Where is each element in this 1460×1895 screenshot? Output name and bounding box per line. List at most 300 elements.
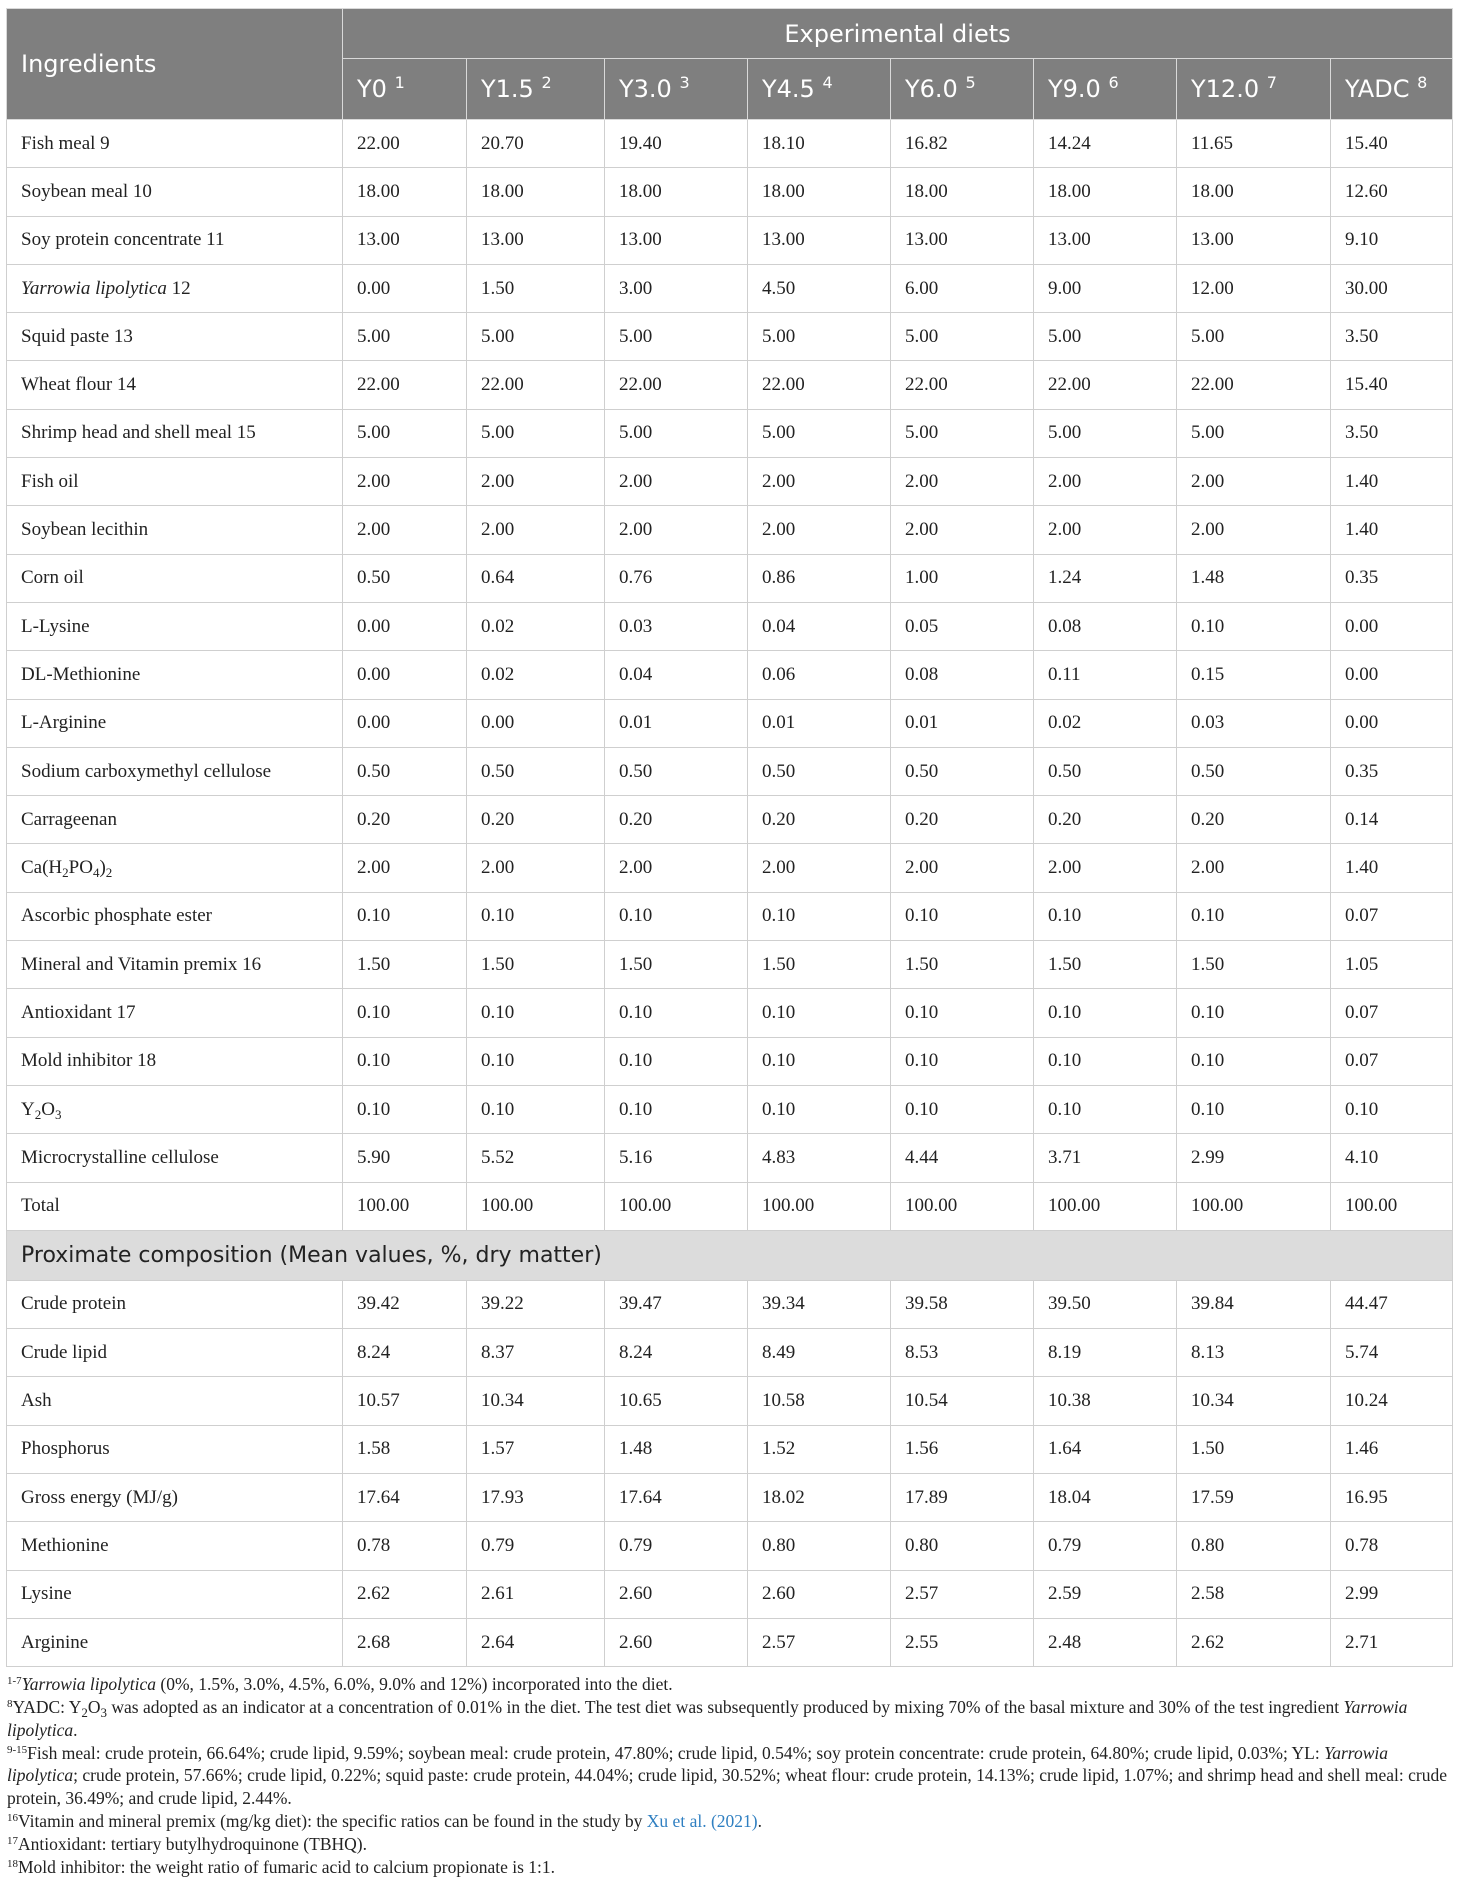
- row-label: Wheat flour 14: [7, 361, 343, 409]
- cell-value: 2.00: [343, 506, 467, 554]
- row-label: Fish oil: [7, 458, 343, 506]
- cell-value: 0.80: [891, 1522, 1034, 1570]
- cell-value: 0.07: [1331, 892, 1453, 940]
- cell-value: 2.00: [891, 506, 1034, 554]
- cell-value: 4.44: [891, 1134, 1034, 1182]
- cell-value: 0.10: [1034, 1037, 1177, 1085]
- cell-value: 0.10: [1034, 989, 1177, 1037]
- cell-value: 2.00: [467, 844, 605, 892]
- cell-value: 0.50: [748, 747, 891, 795]
- table-row: [7, 264, 1453, 312]
- cell-value: 2.57: [748, 1618, 891, 1666]
- table-row: [7, 1522, 1453, 1570]
- footnote-17: $^{17}$Antioxidant: tertiary butylhydroquinone (TBHQ).: [7, 1833, 367, 1854]
- row-label: Soybean meal 10: [7, 168, 343, 216]
- row-label: Yarrowia lipolytica 12: [7, 264, 343, 312]
- cell-value: 13.00: [1177, 216, 1331, 264]
- cell-value: 0.10: [891, 892, 1034, 940]
- table-row: [7, 168, 1453, 216]
- cell-value: 2.00: [467, 458, 605, 506]
- cell-value: 0.03: [605, 602, 748, 650]
- cell-value: 0.05: [891, 602, 1034, 650]
- cell-value: 8.37: [467, 1329, 605, 1377]
- proximate-section-title: Proximate composition (Mean values, %, dry matter): [7, 1230, 1453, 1280]
- cell-value: 18.04: [1034, 1474, 1177, 1522]
- cell-value: 2.71: [1331, 1618, 1453, 1666]
- table-row: [7, 1085, 1453, 1133]
- cell-value: 22.00: [343, 361, 467, 409]
- cell-value: 2.00: [1034, 458, 1177, 506]
- cell-value: 2.00: [748, 506, 891, 554]
- footnotes: [6, 1673, 1452, 1878]
- cell-value: 0.20: [343, 796, 467, 844]
- cell-value: 5.74: [1331, 1329, 1453, 1377]
- row-label: Mold inhibitor 18: [7, 1037, 343, 1085]
- cell-value: 39.58: [891, 1280, 1034, 1328]
- table-row: [7, 651, 1453, 699]
- cell-value: 0.01: [748, 699, 891, 747]
- table-header: [7, 9, 1453, 120]
- cell-value: 2.99: [1331, 1570, 1453, 1618]
- cell-value: 0.00: [1331, 602, 1453, 650]
- cell-value: 1.58: [343, 1425, 467, 1473]
- cell-value: 5.00: [1177, 313, 1331, 361]
- cell-value: 2.58: [1177, 1570, 1331, 1618]
- cell-value: 1.40: [1331, 506, 1453, 554]
- cell-value: 1.56: [891, 1425, 1034, 1473]
- table-row: [7, 1377, 1453, 1425]
- cell-value: 13.00: [605, 216, 748, 264]
- cell-value: 0.20: [891, 796, 1034, 844]
- diet-composition-table: [6, 8, 1453, 1667]
- cell-value: 18.00: [891, 168, 1034, 216]
- cell-value: 8.24: [343, 1329, 467, 1377]
- cell-value: 0.10: [343, 1037, 467, 1085]
- cell-value: 4.10: [1331, 1134, 1453, 1182]
- cell-value: 13.00: [748, 216, 891, 264]
- cell-value: 0.10: [605, 1037, 748, 1085]
- table-row: [7, 747, 1453, 795]
- cell-value: 1.00: [891, 554, 1034, 602]
- cell-value: 44.47: [1331, 1280, 1453, 1328]
- row-label: Squid paste 13: [7, 313, 343, 361]
- cell-value: 5.00: [1177, 409, 1331, 457]
- cell-value: 0.00: [343, 602, 467, 650]
- cell-value: 1.05: [1331, 941, 1453, 989]
- cell-value: 2.00: [748, 844, 891, 892]
- cell-value: 0.10: [748, 892, 891, 940]
- cell-value: 10.58: [748, 1377, 891, 1425]
- row-label: Antioxidant 17: [7, 989, 343, 1037]
- cell-value: 2.00: [605, 506, 748, 554]
- cell-value: 0.64: [467, 554, 605, 602]
- diet-header-5: Y9.0 $^6$: [1034, 59, 1177, 120]
- cell-value: 39.34: [748, 1280, 891, 1328]
- table-row: [7, 216, 1453, 264]
- row-label: $Ca(H_2PO_4)_2$: [7, 844, 343, 892]
- table-row: [7, 1182, 1453, 1230]
- diet-header-0: Y0 $^1$: [343, 59, 467, 120]
- cell-value: 0.20: [748, 796, 891, 844]
- table-row: [7, 1618, 1453, 1666]
- cell-value: 0.20: [1034, 796, 1177, 844]
- cell-value: 0.10: [467, 1085, 605, 1133]
- table-row: [7, 458, 1453, 506]
- cell-value: 0.07: [1331, 1037, 1453, 1085]
- row-label: L-Arginine: [7, 699, 343, 747]
- cell-value: 8.19: [1034, 1329, 1177, 1377]
- cell-value: 22.00: [748, 361, 891, 409]
- cell-value: 18.00: [605, 168, 748, 216]
- cell-value: 0.10: [1177, 602, 1331, 650]
- cell-value: 18.00: [1034, 168, 1177, 216]
- cell-value: 8.13: [1177, 1329, 1331, 1377]
- cell-value: 1.50: [605, 941, 748, 989]
- cell-value: 0.14: [1331, 796, 1453, 844]
- cell-value: 2.00: [605, 844, 748, 892]
- cell-value: 13.00: [343, 216, 467, 264]
- cell-value: 0.78: [1331, 1522, 1453, 1570]
- cell-value: 1.64: [1034, 1425, 1177, 1473]
- cell-value: 10.57: [343, 1377, 467, 1425]
- cell-value: 1.50: [343, 941, 467, 989]
- cell-value: 0.80: [748, 1522, 891, 1570]
- row-label: Shrimp head and shell meal 15: [7, 409, 343, 457]
- cell-value: 0.08: [1034, 602, 1177, 650]
- cell-value: 5.00: [891, 313, 1034, 361]
- cell-value: 0.50: [343, 747, 467, 795]
- cell-value: 39.22: [467, 1280, 605, 1328]
- cell-value: 20.70: [467, 120, 605, 168]
- cell-value: 3.50: [1331, 409, 1453, 457]
- cell-value: 18.02: [748, 1474, 891, 1522]
- row-label: Carrageenan: [7, 796, 343, 844]
- cell-value: 8.53: [891, 1329, 1034, 1377]
- table-row: [7, 1280, 1453, 1328]
- table-row: [7, 313, 1453, 361]
- cell-value: 2.00: [748, 458, 891, 506]
- cell-value: 3.71: [1034, 1134, 1177, 1182]
- cell-value: 2.68: [343, 1618, 467, 1666]
- row-label: DL-Methionine: [7, 651, 343, 699]
- cell-value: 8.49: [748, 1329, 891, 1377]
- cell-value: 0.35: [1331, 747, 1453, 795]
- cell-value: 12.00: [1177, 264, 1331, 312]
- footnote-16: $^{16}$Vitamin and mineral premix (mg/kg diet): the specific ratios can be found in the study by Xu et al. (2021).: [7, 1810, 762, 1831]
- cell-value: 13.00: [891, 216, 1034, 264]
- cell-value: 15.40: [1331, 361, 1453, 409]
- cell-value: 19.40: [605, 120, 748, 168]
- cell-value: 2.60: [605, 1570, 748, 1618]
- cell-value: 0.10: [343, 1085, 467, 1133]
- cell-value: 5.00: [605, 313, 748, 361]
- row-label: Fish meal 9: [7, 120, 343, 168]
- cell-value: 100.00: [748, 1182, 891, 1230]
- cell-value: 0.07: [1331, 989, 1453, 1037]
- cell-value: 0.10: [748, 1037, 891, 1085]
- cell-value: 18.00: [343, 168, 467, 216]
- cell-value: 0.04: [605, 651, 748, 699]
- cell-value: 1.57: [467, 1425, 605, 1473]
- row-label: Gross energy (MJ/g): [7, 1474, 343, 1522]
- row-label: Microcrystalline cellulose: [7, 1134, 343, 1182]
- cell-value: 0.02: [467, 602, 605, 650]
- cell-value: 1.40: [1331, 844, 1453, 892]
- footnote-18: $^{18}$Mold inhibitor: the weight ratio of fumaric acid to calcium propionate is 1:1.: [7, 1856, 556, 1877]
- cell-value: 22.00: [605, 361, 748, 409]
- row-label: Crude protein: [7, 1280, 343, 1328]
- cell-value: 5.52: [467, 1134, 605, 1182]
- cell-value: 2.00: [343, 844, 467, 892]
- cell-value: 10.54: [891, 1377, 1034, 1425]
- cell-value: 1.50: [1177, 941, 1331, 989]
- cell-value: 0.10: [467, 989, 605, 1037]
- cell-value: 5.16: [605, 1134, 748, 1182]
- table-row: [7, 506, 1453, 554]
- cell-value: 3.50: [1331, 313, 1453, 361]
- cell-value: 22.00: [467, 361, 605, 409]
- cell-value: 39.50: [1034, 1280, 1177, 1328]
- cell-value: 2.62: [343, 1570, 467, 1618]
- cell-value: 13.00: [1034, 216, 1177, 264]
- cell-value: 5.00: [1034, 409, 1177, 457]
- cell-value: 0.50: [891, 747, 1034, 795]
- cell-value: 0.08: [891, 651, 1034, 699]
- cell-value: 0.76: [605, 554, 748, 602]
- table-row: [7, 554, 1453, 602]
- cell-value: 1.50: [1177, 1425, 1331, 1473]
- cell-value: 3.00: [605, 264, 748, 312]
- row-label: Soy protein concentrate 11: [7, 216, 343, 264]
- cell-value: 0.10: [1177, 989, 1331, 1037]
- cell-value: 30.00: [1331, 264, 1453, 312]
- cell-value: 2.00: [343, 458, 467, 506]
- cell-value: 22.00: [1034, 361, 1177, 409]
- cell-value: 2.00: [891, 844, 1034, 892]
- diet-header-7: YADC $^8$: [1331, 59, 1453, 120]
- table-row: [7, 1474, 1453, 1522]
- cell-value: 0.78: [343, 1522, 467, 1570]
- cell-value: 0.10: [467, 892, 605, 940]
- cell-value: 0.86: [748, 554, 891, 602]
- cell-value: 2.61: [467, 1570, 605, 1618]
- cell-value: 0.10: [891, 1085, 1034, 1133]
- cell-value: 10.24: [1331, 1377, 1453, 1425]
- diet-header-6: Y12.0 $^7$: [1177, 59, 1331, 120]
- cell-value: 0.02: [467, 651, 605, 699]
- cell-value: 0.10: [748, 1085, 891, 1133]
- cell-value: 18.10: [748, 120, 891, 168]
- cell-value: 17.59: [1177, 1474, 1331, 1522]
- cell-value: 17.64: [343, 1474, 467, 1522]
- cell-value: 2.59: [1034, 1570, 1177, 1618]
- cell-value: 0.10: [891, 989, 1034, 1037]
- table-row: [7, 1329, 1453, 1377]
- cell-value: 17.93: [467, 1474, 605, 1522]
- cell-value: 18.00: [1177, 168, 1331, 216]
- cell-value: 18.00: [467, 168, 605, 216]
- diet-header-4: Y6.0 $^5$: [891, 59, 1034, 120]
- cell-value: 0.50: [1177, 747, 1331, 795]
- cell-value: 2.57: [891, 1570, 1034, 1618]
- cell-value: 39.42: [343, 1280, 467, 1328]
- cell-value: 0.03: [1177, 699, 1331, 747]
- table-row: [7, 602, 1453, 650]
- table-row: [7, 1134, 1453, 1182]
- row-label: Arginine: [7, 1618, 343, 1666]
- row-label: Total: [7, 1182, 343, 1230]
- cell-value: 5.00: [467, 409, 605, 457]
- cell-value: 100.00: [1331, 1182, 1453, 1230]
- cell-value: 17.64: [605, 1474, 748, 1522]
- cell-value: 22.00: [891, 361, 1034, 409]
- cell-value: 2.00: [605, 458, 748, 506]
- table-row: [7, 409, 1453, 457]
- row-label: Ascorbic phosphate ester: [7, 892, 343, 940]
- cell-value: 9.10: [1331, 216, 1453, 264]
- cell-value: 16.82: [891, 120, 1034, 168]
- cell-value: 2.00: [467, 506, 605, 554]
- cell-value: 2.00: [1177, 844, 1331, 892]
- cell-value: 2.00: [891, 458, 1034, 506]
- cell-value: 5.90: [343, 1134, 467, 1182]
- cell-value: 0.02: [1034, 699, 1177, 747]
- cell-value: 0.01: [891, 699, 1034, 747]
- diet-header-1: Y1.5 $^2$: [467, 59, 605, 120]
- cell-value: 0.50: [1034, 747, 1177, 795]
- cell-value: 100.00: [891, 1182, 1034, 1230]
- table-row: [7, 1037, 1453, 1085]
- cell-value: 0.79: [605, 1522, 748, 1570]
- cell-value: 11.65: [1177, 120, 1331, 168]
- table-row: [7, 1425, 1453, 1473]
- cell-value: 5.00: [467, 313, 605, 361]
- cell-value: 0.10: [1177, 1037, 1331, 1085]
- row-label: Lysine: [7, 1570, 343, 1618]
- table-row: [7, 989, 1453, 1037]
- cell-value: 0.79: [467, 1522, 605, 1570]
- cell-value: 0.10: [1034, 1085, 1177, 1133]
- cell-value: 2.60: [605, 1618, 748, 1666]
- cell-value: 0.00: [467, 699, 605, 747]
- cell-value: 5.00: [343, 313, 467, 361]
- cell-value: 0.10: [891, 1037, 1034, 1085]
- row-label: Ash: [7, 1377, 343, 1425]
- table-row: [7, 844, 1453, 892]
- cell-value: 0.00: [343, 699, 467, 747]
- row-label: Soybean lecithin: [7, 506, 343, 554]
- cell-value: 100.00: [343, 1182, 467, 1230]
- cell-value: 2.55: [891, 1618, 1034, 1666]
- cell-value: 2.60: [748, 1570, 891, 1618]
- cell-value: 22.00: [343, 120, 467, 168]
- cell-value: 0.00: [1331, 651, 1453, 699]
- cell-value: 0.01: [605, 699, 748, 747]
- cell-value: 2.99: [1177, 1134, 1331, 1182]
- footnote-9-15: $^{9-15}$Fish meal: crude protein, 66.64%; crude lipid, 9.59%; soybean meal: crude protein, 47.80%; crude lipid, 0.54%; soy protein concentrate: crude protein, 64.80%; crude lipid, 0.03%; YL: Yarrowia lipolytica; crude protein, 57.66%; crude lipid, 0.22%; squid paste: crude protein, 44.04%; crude lipid, 30.52%; wheat flour: crude protein, 14.13%; crude lipid, 1.07%; and shrimp head and shell meal: crude protein, 36.49%; and crude lipid, 2.44%.: [7, 1742, 1447, 1809]
- cell-value: 13.00: [467, 216, 605, 264]
- table-row: [7, 941, 1453, 989]
- cell-value: 0.10: [467, 1037, 605, 1085]
- cell-value: 10.34: [467, 1377, 605, 1425]
- cell-value: 4.83: [748, 1134, 891, 1182]
- cell-value: 0.50: [605, 747, 748, 795]
- cell-value: 9.00: [1034, 264, 1177, 312]
- cell-value: 5.00: [605, 409, 748, 457]
- cell-value: 0.35: [1331, 554, 1453, 602]
- cell-value: 15.40: [1331, 120, 1453, 168]
- footnote-8: $^8$YADC: $Y_2O_3$ was adopted as an indicator at a concentration of 0.01% in the diet. The test diet was subsequently produced by mixing 70% of the basal mixture and 30% of the test ingredient Yarrowia lipolytica.: [7, 1697, 1408, 1740]
- diet-header-2: Y3.0 $^3$: [605, 59, 748, 120]
- cell-value: 39.84: [1177, 1280, 1331, 1328]
- table-row: [7, 120, 1453, 168]
- diet-composition-table-container: [6, 8, 1452, 1878]
- citation-link[interactable]: Xu et al. (2021): [646, 1810, 758, 1831]
- cell-value: 0.10: [1034, 892, 1177, 940]
- cell-value: 5.00: [343, 409, 467, 457]
- table-row: [7, 796, 1453, 844]
- cell-value: 0.80: [1177, 1522, 1331, 1570]
- cell-value: 0.10: [605, 892, 748, 940]
- cell-value: 10.38: [1034, 1377, 1177, 1425]
- cell-value: 1.48: [605, 1425, 748, 1473]
- row-label: Sodium carboxymethyl cellulose: [7, 747, 343, 795]
- cell-value: 1.50: [891, 941, 1034, 989]
- proximate-section-row: [7, 1230, 1453, 1280]
- cell-value: 2.62: [1177, 1618, 1331, 1666]
- cell-value: 0.04: [748, 602, 891, 650]
- cell-value: 1.46: [1331, 1425, 1453, 1473]
- cell-value: 0.20: [1177, 796, 1331, 844]
- row-label: Phosphorus: [7, 1425, 343, 1473]
- cell-value: 0.50: [467, 747, 605, 795]
- cell-value: 16.95: [1331, 1474, 1453, 1522]
- cell-value: 0.20: [467, 796, 605, 844]
- table-row: [7, 892, 1453, 940]
- diet-header-3: Y4.5 $^4$: [748, 59, 891, 120]
- row-label: $Y_2O_3$: [7, 1085, 343, 1133]
- cell-value: 100.00: [605, 1182, 748, 1230]
- row-label: Methionine: [7, 1522, 343, 1570]
- cell-value: 100.00: [1034, 1182, 1177, 1230]
- cell-value: 5.00: [748, 409, 891, 457]
- cell-value: 1.50: [467, 941, 605, 989]
- cell-value: 2.48: [1034, 1618, 1177, 1666]
- cell-value: 0.10: [1331, 1085, 1453, 1133]
- cell-value: 0.15: [1177, 651, 1331, 699]
- cell-value: 1.48: [1177, 554, 1331, 602]
- row-label: L-Lysine: [7, 602, 343, 650]
- cell-value: 4.50: [748, 264, 891, 312]
- table-row: [7, 361, 1453, 409]
- cell-value: 0.00: [1331, 699, 1453, 747]
- cell-value: 2.00: [1034, 844, 1177, 892]
- cell-value: 0.50: [343, 554, 467, 602]
- cell-value: 0.10: [605, 989, 748, 1037]
- cell-value: 0.11: [1034, 651, 1177, 699]
- cell-value: 0.06: [748, 651, 891, 699]
- cell-value: 17.89: [891, 1474, 1034, 1522]
- table-row: [7, 1570, 1453, 1618]
- experimental-diets-header: Experimental diets: [343, 9, 1453, 59]
- cell-value: 22.00: [1177, 361, 1331, 409]
- cell-value: 0.10: [605, 1085, 748, 1133]
- cell-value: 0.00: [343, 651, 467, 699]
- cell-value: 0.10: [343, 892, 467, 940]
- table-row: [7, 699, 1453, 747]
- cell-value: 1.50: [467, 264, 605, 312]
- row-label: Corn oil: [7, 554, 343, 602]
